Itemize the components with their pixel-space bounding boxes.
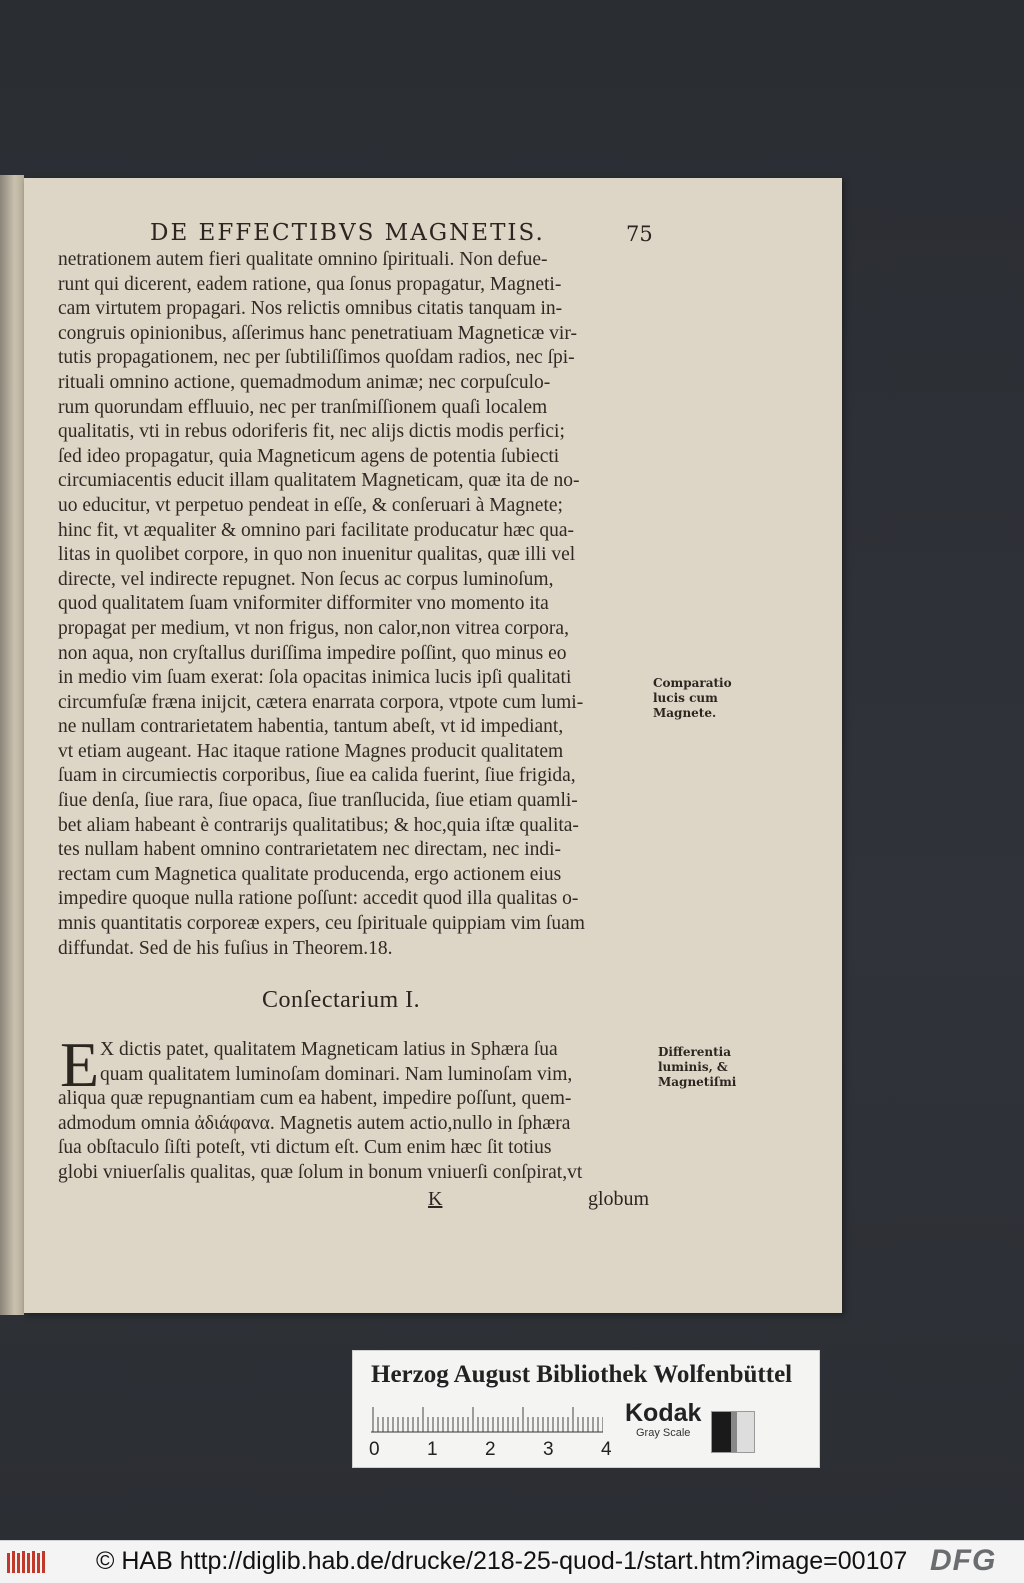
margin-note-line: lucis cum [653, 691, 718, 705]
ruler-number: 4 [601, 1439, 612, 1460]
margin-note-line: Magnetiſmi [658, 1075, 737, 1089]
ruler-number: 1 [427, 1439, 438, 1460]
margin-note-line: Differentia [658, 1045, 732, 1059]
text-line: hinc fit, vt æqualiter & omnino pari facilitate producatur hæc qua- [58, 519, 575, 541]
text-line: runt qui dicerent, eadem ratione, qua ſonus propagatur, Magneti- [58, 273, 562, 295]
page-number: 75 [626, 222, 653, 246]
catchword: globum [588, 1188, 650, 1210]
ruler-number: 0 [369, 1439, 380, 1460]
text-line: qualitatis, vti in rebus odoriferis fit, nec alijs dictis modis perfici; [58, 421, 565, 443]
text-line: globi vniuerſalis qualitas, quæ ſolum in bonum vniuerſi conſpirat,vt [58, 1161, 583, 1183]
text-line: uo educitur, vt perpetuo pendeat in eſſe, & conſeruari à Magnete; [58, 494, 563, 516]
text-line: X dictis patet, qualitatem Magneticam latius in Sphæra ſua [100, 1039, 558, 1060]
hab-logo-icon [6, 1549, 48, 1575]
text-line: netrationem autem fieri qualitate omnino ſpirituali. Non defue- [58, 249, 548, 270]
text-line: admodum omnia ἀδιάφανα. Magnetis autem actio,nullo in ſphæra [58, 1112, 571, 1134]
text-line: bet aliam habeant è contrarijs qualitatibus; & hoc,quia iſtæ qualita- [58, 814, 579, 836]
book-page-edge [0, 175, 24, 1315]
section-heading: Conſectarium I. [262, 987, 421, 1013]
text-line: ſua obſtaculo ſiſti poteſt, vti dictum eſt. Cum enim hæc ſit totius [58, 1137, 552, 1159]
text-line: circumfuſæ fræna inijcit, cætera enarrata corpora, vtpote cum lumi- [58, 691, 584, 713]
text-line: rectam cum Magnetica qualitate producenda, ergo actionem eius [58, 863, 562, 885]
text-line: quod qualitatem ſuam vniformiter difformiter vno momento ita [58, 593, 549, 615]
text-line: ſed ideo propagatur, quia Magneticum agens de potentia ſubiecti [58, 445, 560, 467]
text-line: cam virtutem propagari. Nos relictis omnibus citatis tanquam in- [58, 298, 563, 320]
margin-note-differentia [658, 1045, 736, 1090]
text-line: rum quorundam effluuio, nec per tranſmiſſionem quaſi localem [58, 396, 548, 418]
running-head: DE EFFECTIBVS MAGNETIS. [150, 220, 545, 246]
text-line: propagat per medium, vt non frigus, non calor,non vitrea corpora, [58, 617, 569, 639]
signature-mark: K [428, 1188, 443, 1210]
text-line: tutis propagationem, nec per ſubtiliſſimos quoſdam radios, nec ſpi- [58, 347, 575, 369]
kodak-brand: Kodak [625, 1399, 702, 1427]
gray-scale-label: Gray Scale [636, 1427, 691, 1439]
dfg-logo: DFG [930, 1544, 997, 1577]
footer-bar [0, 1540, 1024, 1583]
ruler-numbers [365, 1439, 615, 1461]
body-paragraph [58, 248, 668, 961]
text-line: mnis quantitatis corporeæ expers, ceu ſpirituale quippiam vim ſuam [58, 913, 585, 935]
consectarium-paragraph [58, 1038, 668, 1186]
ruler-number: 3 [543, 1439, 554, 1460]
drop-cap: E [60, 1029, 100, 1100]
text-line: impedire quoque nulla ratione poſſunt: accedit quod illa qualitas o- [58, 888, 579, 910]
text-line: non aqua, non cryſtallus duriſſima impedire poſſint, quo minus eo [58, 642, 567, 664]
text-line: litas in quolibet corpore, in quo non inuenitur qualitas, quæ illi vel [58, 544, 576, 566]
color-scale-card [352, 1350, 820, 1468]
text-line: directe, vel indirecte repugnet. Non ſecus ac corpus luminoſum, [58, 568, 554, 590]
text-line: rituali omnino actione, quemadmodum animæ; nec corpuſculo- [58, 371, 551, 393]
ruler-icon [371, 1403, 603, 1433]
library-name: Herzog August Bibliothek Wolfenbüttel [371, 1361, 793, 1388]
text-line: ne nullam contrarietatem habentia, tantum abeſt, vt id impediant, [58, 716, 564, 738]
ruler-number: 2 [485, 1439, 496, 1460]
text-line: congruis opinionibus, aſſerimus hanc penetratiuam Magneticæ vir- [58, 322, 577, 344]
margin-note-line: Comparatio [653, 676, 732, 690]
text-line: ſuam in circumiectis corporibus, ſiue ea calida fuerint, ſiue frigida, [58, 765, 576, 787]
text-line: in medio vim ſuam exerat: ſola opacitas inimica lucis ipſi qualitati [58, 667, 572, 689]
text-line: circumiacentis educit illam qualitatem Magneticam, quæ ita de no- [58, 470, 580, 492]
text-line: ſiue denſa, ſiue rara, ſiue opaca, ſiue tranſlucida, ſiue etiam quamli- [58, 790, 578, 812]
margin-note-comparatio [653, 676, 732, 721]
text-line: aliqua quæ repugnantiam cum ea habent, impedire poſſunt, quem- [58, 1088, 572, 1110]
text-line: tes nullam habent omnino contrarietatem nec directam, nec indi- [58, 839, 562, 861]
source-url[interactable]: © HAB http://diglib.hab.de/drucke/218-25-quod-1/start.htm?image=00107 [96, 1547, 908, 1575]
text-line: quam qualitatem luminoſam dominari. Nam luminoſam vim, [100, 1063, 573, 1085]
text-line: vt etiam augeant. Hac itaque ratione Magnes producit qualitatem [58, 740, 564, 762]
gray-patch-icon [711, 1411, 755, 1453]
margin-note-line: luminis, & [658, 1060, 728, 1074]
text-line: diffundat. Sed de his fuſius in Theorem.18. [58, 937, 393, 959]
margin-note-line: Magnete. [653, 706, 717, 720]
